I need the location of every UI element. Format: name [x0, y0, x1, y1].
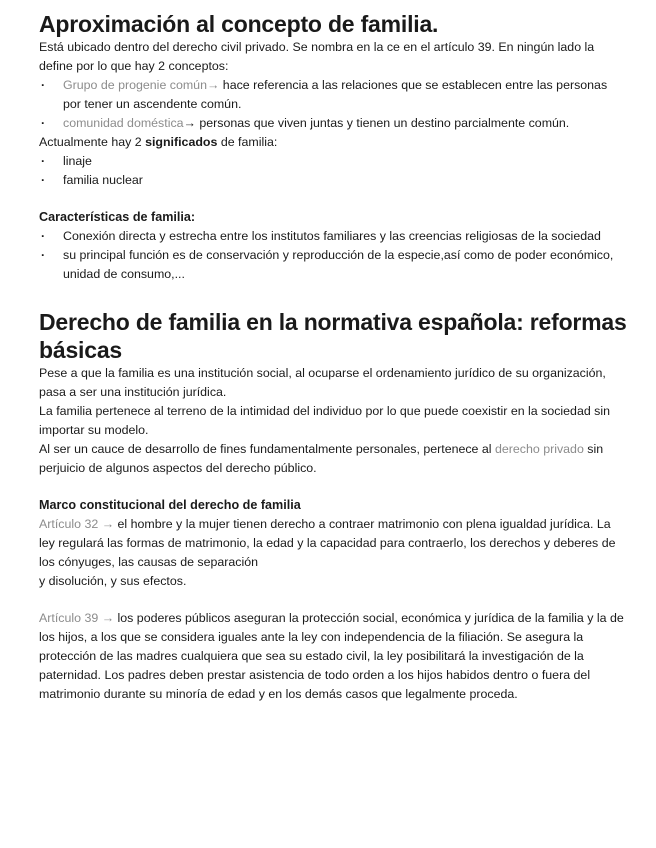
meanings-bold: significados	[145, 135, 218, 149]
p3-post: sin perjuicio de algunos aspectos del derecho público.	[39, 442, 604, 475]
articulo-32-label: Artículo 32	[39, 517, 99, 531]
articulo-39-paragraph	[39, 609, 628, 704]
list-item	[39, 114, 628, 133]
concept-text: hace referencia a las relaciones que se establecen entre las personas por tener un ascendente común.	[63, 78, 608, 111]
meanings-list	[39, 152, 628, 190]
paragraph	[39, 440, 628, 478]
list-item: · su principal función es de conservación y reproducción de la especie,así como de poder económico, unidad de consumo,...	[39, 246, 628, 284]
section-title-derecho-familia: Derecho de familia en la normativa española: reformas básicas	[39, 309, 627, 363]
meanings-post: de familia:	[217, 135, 278, 149]
list-item: · familia nuclear	[39, 171, 628, 190]
section-title-concepto-familia: Aproximación al concepto de familia.	[39, 11, 439, 37]
articulo-32-text: el hombre y la mujer tienen derecho a contraer matrimonio con plena igualdad jurídica. La ley regulará las formas de matrimonio, la edad y la capacidad para contraerlo, los derechos y deberes de los cónyuges, las causas de separación	[39, 517, 616, 569]
characteristics-list	[39, 227, 628, 284]
arrow-icon: →	[101, 517, 115, 531]
spacer	[39, 591, 628, 609]
concept-text: personas que viven juntas y tienen un destino parcialmente común.	[195, 116, 570, 130]
derecho-privado-term: derecho privado	[494, 442, 584, 456]
concept-term: Grupo de progenie común	[63, 78, 207, 92]
articulo-39-text: los poderes públicos aseguran la protección social, económica y jurídica de la familia y la de los hijos, a los que se considera iguales ante la ley con independencia de la filiación. Se asegura la protección de las madres cualquiera que sea su estado civil, la ley posibilitará la investigación de la paternidad. Los padres deben prestar asistencia de todo orden a los hijos habidos dentro o fuera del matrimonio durante su minoría de edad y en los demás casos que legalmente proceda.	[39, 611, 624, 701]
arrow-icon: →	[206, 78, 220, 92]
paragraph: La familia pertenece al terreno de la intimidad del individuo por lo que puede coexistir en la sociedad sin importar su modelo.	[39, 404, 611, 437]
list-item	[39, 76, 628, 114]
concept-term: comunidad doméstica	[63, 116, 184, 130]
concepts-list	[39, 76, 628, 133]
spacer	[39, 190, 628, 208]
articulo-39-label: Artículo 39	[39, 611, 99, 625]
marco-constitucional-heading: Marco constitucional del derecho de familia	[39, 498, 301, 512]
articulo-32-continuation: y disolución, y sus efectos.	[39, 574, 187, 588]
intro-paragraph: Está ubicado dentro del derecho civil privado. Se nombra en la ce en el artículo 39. En ningún lado la define por lo que hay 2 conceptos:	[39, 40, 595, 73]
meanings-pre: Actualmente hay 2	[39, 135, 146, 149]
spacer	[39, 478, 628, 496]
arrow-icon: →	[101, 611, 115, 625]
characteristics-heading: Características de familia:	[39, 210, 196, 224]
list-item: · Conexión directa y estrecha entre los institutos familiares y las creencias religiosas de la sociedad	[39, 227, 628, 246]
arrow-icon: →	[183, 116, 196, 130]
p3-pre: Al ser un cauce de desarrollo de fines fundamentalmente personales, pertenece al	[39, 442, 495, 456]
articulo-32-paragraph	[39, 515, 628, 572]
meanings-paragraph	[39, 133, 628, 152]
list-item: · linaje	[39, 152, 628, 171]
paragraph: Pese a que la familia es una institución social, al ocuparse el ordenamiento jurídico de su organización, pasa a ser una institución jurídica.	[39, 366, 606, 399]
